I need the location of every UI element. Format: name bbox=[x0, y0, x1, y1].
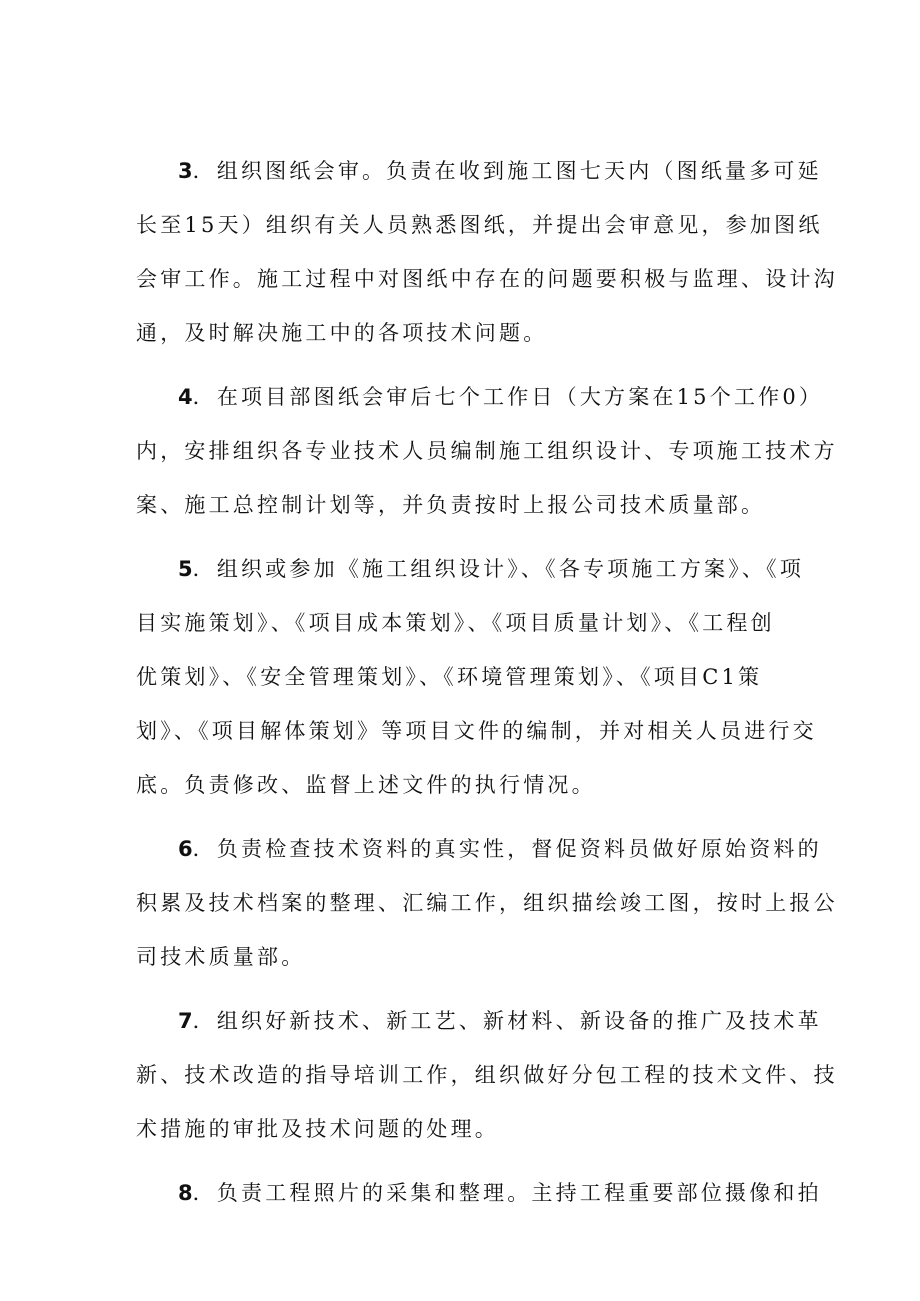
paragraph-number: 5 bbox=[178, 557, 193, 581]
paragraph-line: 长至15天）组织有关人员熟悉图纸，并提出会审意见，参加图纸 bbox=[136, 213, 823, 237]
paragraph-line: 3．组织图纸会审。负责在收到施工图七天内（图纸量多可延 bbox=[178, 159, 822, 183]
paragraph-line: 6．负责检查技术资料的真实性，督促资料员做好原始资料的 bbox=[178, 837, 822, 861]
paragraph-line: 目实施策划》、《项目成本策划》、《项目质量计划》、《工程创 bbox=[136, 611, 775, 635]
paragraph-5 bbox=[136, 542, 817, 812]
paragraph-line: 内，安排组织各专业技术人员编制施工组织设计、专项施工技术方 bbox=[136, 439, 838, 463]
paragraph-line: 7．组织好新技术、新工艺、新材料、新设备的推广及技术革 bbox=[178, 1009, 822, 1033]
paragraph-line: 会审工作。施工过程中对图纸中存在的问题要积极与监理、设计沟 bbox=[136, 267, 838, 291]
paragraph-line: 底。负责修改、监督上述文件的执行情况。 bbox=[136, 773, 596, 797]
paragraph-line: 5．组织或参加《施工组织设计》、《各专项施工方案》、《项 bbox=[178, 557, 805, 581]
paragraph-line: 术措施的审批及技术问题的处理。 bbox=[136, 1117, 499, 1141]
paragraph-line: 优策划》、《安全管理策划》、《环境管理策划》、《项目C1策 bbox=[136, 665, 763, 689]
paragraph-3 bbox=[136, 144, 838, 360]
paragraph-line: 案、施工总控制计划等，并负责按时上报公司技术质量部。 bbox=[136, 493, 766, 517]
paragraph-number: 8 bbox=[178, 1181, 193, 1205]
paragraph-number: 4 bbox=[178, 385, 193, 409]
paragraph-line: 新、技术改造的指导培训工作，组织做好分包工程的技术文件、技 bbox=[136, 1063, 838, 1087]
paragraph-number: 7 bbox=[178, 1009, 193, 1033]
paragraph-8 bbox=[136, 1166, 822, 1220]
paragraph-line: 积累及技术档案的整理、汇编工作，组织描绘竣工图，按时上报公 bbox=[136, 891, 838, 915]
document-body bbox=[136, 144, 838, 1230]
paragraph-number: 3 bbox=[178, 159, 193, 183]
paragraph-line: 4．在项目部图纸会审后七个工作日（大方案在15个工作0） bbox=[178, 385, 824, 409]
paragraph-line: 司技术质量部。 bbox=[136, 945, 306, 969]
paragraph-line: 8．负责工程照片的采集和整理。主持工程重要部位摄像和拍 bbox=[178, 1181, 822, 1205]
paragraph-number: 6 bbox=[178, 837, 193, 861]
paragraph-line: 划》、《项目解体策划》等项目文件的编制，并对相关人员进行交 bbox=[136, 719, 817, 743]
paragraph-6 bbox=[136, 822, 838, 984]
paragraph-4 bbox=[136, 370, 838, 532]
paragraph-7 bbox=[136, 994, 838, 1156]
paragraph-line: 通，及时解决施工中的各项技术问题。 bbox=[136, 321, 548, 345]
